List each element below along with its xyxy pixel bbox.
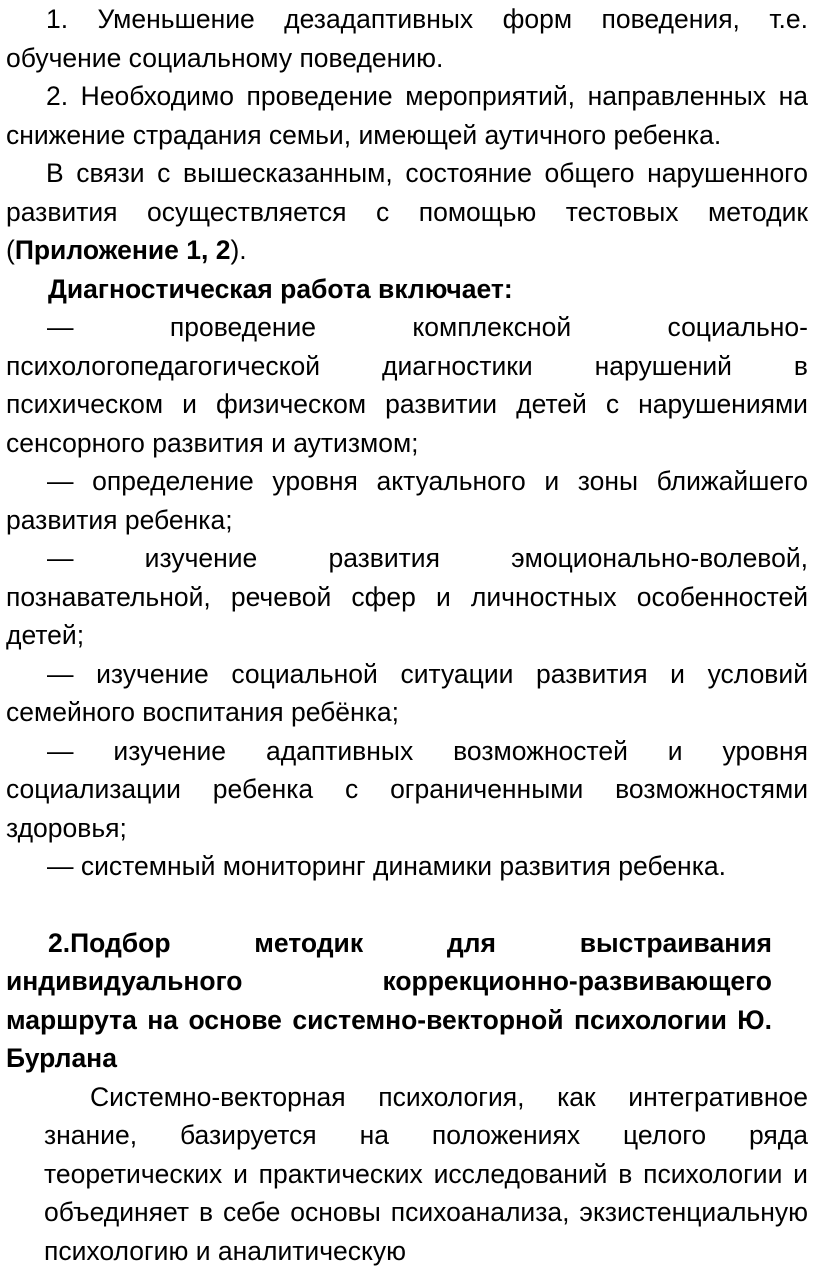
diagnostic-item: — определение уровня актуального и зоны ближайшего развития ребенка;: [6, 466, 808, 535]
diagnostic-item: — изучение развития эмоционально-волевой, познавательной, речевой сфер и личностных особенностей детей;: [6, 543, 808, 650]
list-item-2: 2. Необходимо проведение мероприятий, направленных на снижение страдания семьи, имеющей аутичного ребенка.: [6, 81, 808, 150]
intro-text: В связи с вышесказанным, состояние общего нарушенного развития осуществляется с помощью тестовых методик (: [6, 158, 808, 265]
diagnostic-item: — изучение социальной ситуации развития и условий семейного воспитания ребёнка;: [6, 658, 808, 727]
intro-text-end: ).: [230, 235, 247, 265]
intro-paragraph: [0, 154, 816, 270]
section-2-heading: 2.Подбор методик для выстраивания индивидуального коррекционно-развивающего маршрута на основе системно-векторной психологии Ю. Бурлана: [6, 927, 772, 1073]
list-item-1: 1. Уменьшение дезадаптивных форм поведения, т.е. обучение социальному поведению.: [6, 4, 808, 73]
diagnostic-heading: Диагностическая работа включает:: [48, 273, 513, 304]
diagnostic-item: — системный мониторинг динамики развития ребенка.: [47, 851, 726, 881]
section-2-paragraph: Системно-векторная психология, как интегративное знание, базируется на положениях целого ряда теоретических и практических исследований в психологии и объединяет в себе основы психоанализа, экзистенциальную психологию и аналитическую: [44, 1081, 808, 1266]
diagnostic-item: — изучение адаптивных возможностей и уровня социализации ребенка с ограниченными возможностями здоровья;: [6, 735, 808, 843]
diagnostic-item: — проведение комплексной социально-психологопедагогической диагностики нарушений в психическом и физическом развитии детей с нарушениями сенсорного развития и аутизмом;: [6, 312, 808, 458]
appendix-reference: Приложение 1, 2: [14, 235, 231, 265]
